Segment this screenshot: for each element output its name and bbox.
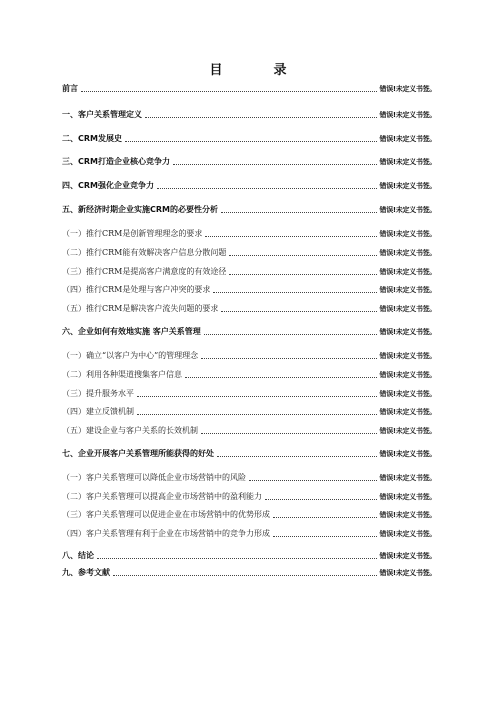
toc-entry-6-3[interactable]	[62, 385, 436, 399]
toc-entry-page: 错误!未定义书签。	[379, 552, 436, 560]
toc-entry-5-4[interactable]	[62, 281, 436, 295]
toc-entry-section-3[interactable]	[62, 153, 436, 167]
toc-entry-section-5[interactable]	[62, 201, 436, 215]
dot-leader	[213, 292, 376, 293]
dot-leader	[113, 575, 377, 576]
dot-leader	[229, 255, 376, 256]
dot-leader	[145, 117, 377, 118]
toc-entry-text: （一）推行CRM是创新管理理念的要求	[62, 229, 203, 238]
toc-title: 目 录	[209, 63, 306, 78]
dot-leader	[204, 334, 377, 335]
toc-entry-page: 错误!未定义书签。	[379, 305, 436, 313]
dot-leader	[81, 91, 377, 92]
toc-entry-text: （三）客户关系管理可以促进企业在市场营销中的优势形成	[62, 510, 270, 519]
dot-leader	[205, 236, 376, 237]
toc-entry-7-1[interactable]	[62, 469, 436, 483]
toc-entry-text: 前言	[62, 84, 78, 93]
dot-leader	[185, 377, 377, 378]
toc-entry-7-2[interactable]	[62, 488, 436, 502]
toc-entry-text: 六、企业如何有效地实施 客户关系管理	[62, 327, 201, 336]
dot-leader	[125, 141, 377, 142]
toc-entry-7-3[interactable]	[62, 506, 436, 520]
toc-entry-text: （五）推行CRM是解决客户流失问题的要求	[62, 304, 219, 313]
toc-entry-page: 错误!未定义书签。	[379, 352, 436, 360]
toc-entry-5-3[interactable]	[62, 263, 436, 277]
toc-entry-section-6[interactable]	[62, 323, 436, 337]
toc-entry-page: 错误!未定义书签。	[379, 182, 436, 190]
dot-leader	[273, 517, 377, 518]
toc-entry-page: 错误!未定义书签。	[379, 408, 436, 416]
toc-entry-preface[interactable]	[62, 80, 436, 94]
toc-entry-text: （五）建设企业与客户关系的长效机制	[62, 426, 198, 435]
toc-entry-page: 错误!未定义书签。	[379, 371, 436, 379]
toc-entry-text: 七、企业开展客户关系管理所能获得的好处	[62, 449, 214, 458]
toc-entry-page: 错误!未定义书签。	[379, 427, 436, 435]
toc-entry-page: 错误!未定义书签。	[379, 158, 436, 166]
dot-leader	[217, 456, 377, 457]
toc-entry-6-2[interactable]	[62, 366, 436, 380]
toc-entry-6-1[interactable]	[62, 347, 436, 361]
dot-leader	[157, 188, 377, 189]
toc-entry-text: （四）客户关系管理有利于企业在市场营销中的竞争力形成	[62, 529, 270, 538]
dot-leader	[97, 558, 377, 559]
toc-entry-conclusion[interactable]	[62, 547, 436, 561]
toc-entry-text: 二、CRM发展史	[62, 134, 122, 143]
toc-entry-text: 一、客户关系管理定义	[62, 110, 142, 119]
toc-entry-text: 四、CRM强化企业竞争力	[62, 181, 154, 190]
toc-entry-section-1[interactable]	[62, 106, 436, 120]
toc-entry-page: 错误!未定义书签。	[379, 328, 436, 336]
toc-entry-text: （二）客户关系管理可以提高企业市场营销中的盈利能力	[62, 492, 262, 501]
toc-entry-text: 五、新经济时期企业实施CRM的必要性分析	[62, 205, 218, 214]
toc-entry-page: 错误!未定义书签。	[379, 230, 436, 238]
toc-entry-page: 错误!未定义书签。	[379, 450, 436, 458]
toc-entry-text: （四）推行CRM是处理与客户冲突的要求	[62, 285, 211, 294]
toc-entry-text: 三、CRM打造企业核心竞争力	[62, 157, 170, 166]
toc-entry-page: 错误!未定义书签。	[379, 493, 436, 501]
toc-entry-page: 错误!未定义书签。	[379, 85, 436, 93]
dot-leader	[273, 536, 377, 537]
toc-entry-text: 九、参考文献	[62, 568, 110, 577]
dot-leader	[201, 433, 377, 434]
dot-leader	[221, 212, 377, 213]
dot-leader	[137, 414, 377, 415]
toc-entry-page: 错误!未定义书签。	[379, 390, 436, 398]
toc-entry-5-5[interactable]	[62, 300, 436, 314]
dot-leader	[173, 164, 377, 165]
toc-entry-page: 错误!未定义书签。	[379, 249, 436, 257]
toc-entry-text: （一）客户关系管理可以降低企业市场营销中的风险	[62, 473, 246, 482]
toc-entry-text: （二）推行CRM能有效解决客户信息分散问题	[62, 248, 227, 257]
toc-entry-references[interactable]	[62, 564, 436, 578]
toc-entry-text: 八、结论	[62, 551, 94, 560]
toc-entry-page: 错误!未定义书签。	[379, 206, 436, 214]
toc-entry-page: 错误!未定义书签。	[379, 511, 436, 519]
toc-entry-page: 错误!未定义书签。	[379, 474, 436, 482]
toc-entry-5-2[interactable]	[62, 244, 436, 258]
toc-entry-text: （四）建立反馈机制	[62, 407, 134, 416]
toc-entry-7-4[interactable]	[62, 525, 436, 539]
toc-entry-6-5[interactable]	[62, 422, 436, 436]
dot-leader	[229, 274, 376, 275]
dot-leader	[249, 480, 377, 481]
toc-entry-page: 错误!未定义书签。	[379, 135, 436, 143]
toc-entry-page: 错误!未定义书签。	[379, 111, 436, 119]
toc-entry-text: （二）利用各种渠道搜集客户信息	[62, 370, 182, 379]
dot-leader	[137, 396, 377, 397]
dot-leader	[201, 358, 376, 359]
toc-entry-section-2[interactable]	[62, 130, 436, 144]
dot-leader	[265, 499, 377, 500]
toc-entry-page: 错误!未定义书签。	[379, 268, 436, 276]
dot-leader	[221, 311, 376, 312]
toc-entry-5-1[interactable]	[62, 225, 436, 239]
toc-entry-text: （三）提升服务水平	[62, 389, 134, 398]
toc-entry-page: 错误!未定义书签。	[379, 286, 436, 294]
toc-entry-page: 错误!未定义书签。	[379, 569, 436, 577]
toc-entry-6-4[interactable]	[62, 403, 436, 417]
toc-entry-section-4[interactable]	[62, 177, 436, 191]
toc-entry-page: 错误!未定义书签。	[379, 530, 436, 538]
toc-entry-section-7[interactable]	[62, 445, 436, 459]
toc-entry-text: （一）确立“以客户为中心”的管理理念	[62, 351, 199, 360]
toc-entry-text: （三）推行CRM是提高客户满意度的有效途径	[62, 267, 227, 276]
